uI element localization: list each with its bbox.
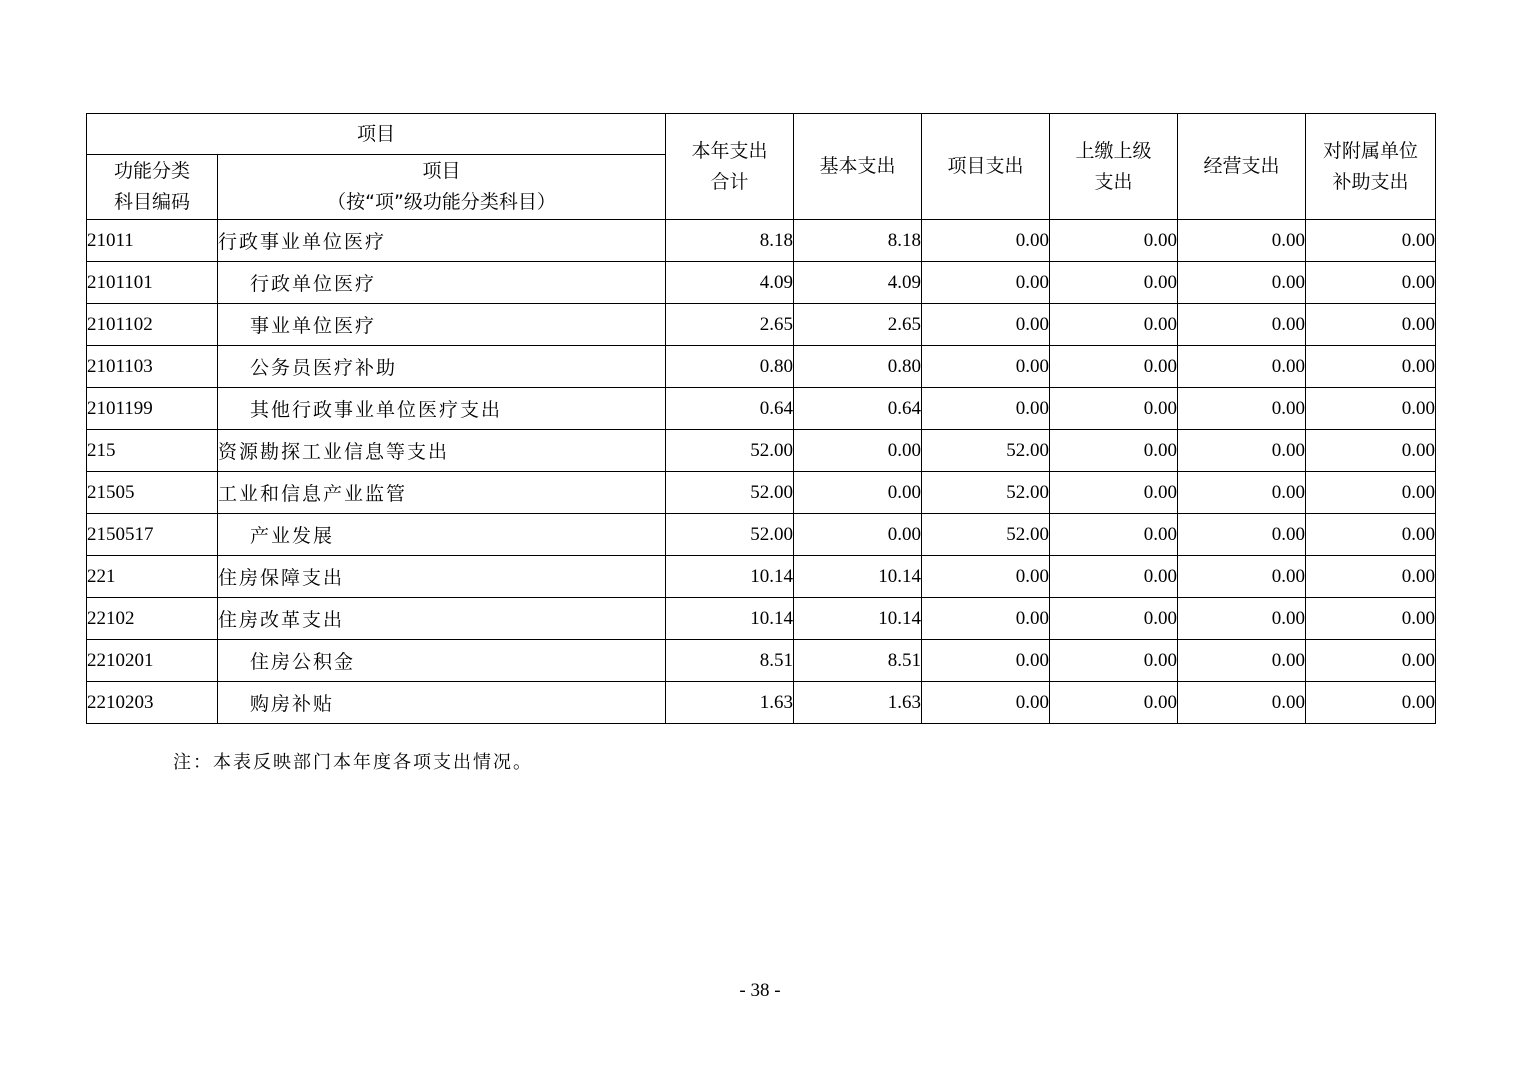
- table-row: [87, 430, 1436, 472]
- cell-basic: 1.63: [794, 682, 922, 724]
- cell-subsidy: 0.00: [1306, 640, 1436, 682]
- cell-operating: 0.00: [1178, 514, 1306, 556]
- cell-subsidy: 0.00: [1306, 682, 1436, 724]
- cell-operating: 0.00: [1178, 304, 1306, 346]
- cell-code: 2101199: [87, 388, 218, 430]
- cell-project: 52.00: [922, 514, 1050, 556]
- cell-basic: 0.00: [794, 514, 922, 556]
- cell-project: 0.00: [922, 346, 1050, 388]
- header-name-line1: 项目: [422, 160, 461, 182]
- table-note: 注：本表反映部门本年度各项支出情况。: [173, 752, 533, 773]
- header-code-line1: 功能分类: [113, 160, 190, 182]
- header-total-line2: 合计: [710, 170, 749, 193]
- cell-subsidy: 0.00: [1306, 304, 1436, 346]
- table-row: [87, 598, 1436, 640]
- cell-basic: 0.00: [794, 472, 922, 514]
- cell-project: 0.00: [922, 640, 1050, 682]
- cell-operating: 0.00: [1178, 472, 1306, 514]
- header-subsidy-line2: 补助支出: [1332, 170, 1409, 193]
- cell-code: 2101103: [87, 346, 218, 388]
- header-remit-line1: 上缴上级: [1075, 139, 1152, 162]
- cell-project: 52.00: [922, 430, 1050, 472]
- table-row: [87, 304, 1436, 346]
- table-row: [87, 220, 1436, 262]
- cell-total: 52.00: [666, 472, 794, 514]
- cell-remit: 0.00: [1050, 388, 1178, 430]
- header-item-group: 项目: [87, 114, 666, 155]
- cell-subsidy: 0.00: [1306, 388, 1436, 430]
- header-operating: 经营支出: [1178, 114, 1306, 220]
- header-total: [666, 114, 794, 220]
- cell-remit: 0.00: [1050, 598, 1178, 640]
- cell-basic: 4.09: [794, 262, 922, 304]
- cell-basic: 8.51: [794, 640, 922, 682]
- cell-basic: 10.14: [794, 556, 922, 598]
- cell-total: 2.65: [666, 304, 794, 346]
- table-row: [87, 388, 1436, 430]
- cell-basic: 2.65: [794, 304, 922, 346]
- header-remit: [1050, 114, 1178, 220]
- page-number: - 38 -: [739, 980, 781, 1001]
- expenditure-table: [86, 113, 1436, 724]
- header-total-line1: 本年支出: [691, 139, 768, 162]
- cell-name: 其他行政事业单位医疗支出: [218, 388, 666, 430]
- cell-name: 资源勘探工业信息等支出: [218, 430, 666, 472]
- cell-remit: 0.00: [1050, 220, 1178, 262]
- cell-name: 住房保障支出: [218, 556, 666, 598]
- cell-code: 21011: [87, 220, 218, 262]
- cell-total: 8.51: [666, 640, 794, 682]
- table-row: [87, 682, 1436, 724]
- header-name-line2: （按“项”级功能分类科目）: [327, 191, 556, 213]
- cell-total: 52.00: [666, 430, 794, 472]
- cell-subsidy: 0.00: [1306, 430, 1436, 472]
- cell-operating: 0.00: [1178, 388, 1306, 430]
- cell-name: 购房补贴: [218, 682, 666, 724]
- header-project: 项目支出: [922, 114, 1050, 220]
- cell-remit: 0.00: [1050, 472, 1178, 514]
- cell-project: 0.00: [922, 598, 1050, 640]
- cell-remit: 0.00: [1050, 346, 1178, 388]
- cell-subsidy: 0.00: [1306, 220, 1436, 262]
- cell-project: 0.00: [922, 388, 1050, 430]
- cell-name: 产业发展: [218, 514, 666, 556]
- cell-code: 2101102: [87, 304, 218, 346]
- cell-project: 0.00: [922, 262, 1050, 304]
- cell-subsidy: 0.00: [1306, 598, 1436, 640]
- cell-remit: 0.00: [1050, 514, 1178, 556]
- cell-name: 行政事业单位医疗: [218, 220, 666, 262]
- cell-project: 52.00: [922, 472, 1050, 514]
- cell-code: 2150517: [87, 514, 218, 556]
- cell-remit: 0.00: [1050, 682, 1178, 724]
- header-basic: 基本支出: [794, 114, 922, 220]
- cell-subsidy: 0.00: [1306, 472, 1436, 514]
- cell-name: 事业单位医疗: [218, 304, 666, 346]
- cell-code: 221: [87, 556, 218, 598]
- cell-subsidy: 0.00: [1306, 556, 1436, 598]
- cell-remit: 0.00: [1050, 304, 1178, 346]
- cell-code: 2210203: [87, 682, 218, 724]
- cell-operating: 0.00: [1178, 598, 1306, 640]
- cell-basic: 0.80: [794, 346, 922, 388]
- cell-basic: 0.00: [794, 430, 922, 472]
- header-subsidy: [1306, 114, 1436, 220]
- cell-name: 行政单位医疗: [218, 262, 666, 304]
- cell-operating: 0.00: [1178, 640, 1306, 682]
- table-row: [87, 472, 1436, 514]
- cell-total: 0.64: [666, 388, 794, 430]
- header-code-line2: 科目编码: [113, 191, 190, 213]
- cell-project: 0.00: [922, 556, 1050, 598]
- cell-code: 2101101: [87, 262, 218, 304]
- cell-code: 215: [87, 430, 218, 472]
- table-body: [87, 220, 1436, 724]
- cell-basic: 8.18: [794, 220, 922, 262]
- cell-remit: 0.00: [1050, 430, 1178, 472]
- cell-operating: 0.00: [1178, 220, 1306, 262]
- cell-subsidy: 0.00: [1306, 346, 1436, 388]
- table-row: [87, 346, 1436, 388]
- cell-total: 8.18: [666, 220, 794, 262]
- cell-name: 住房公积金: [218, 640, 666, 682]
- table-row: [87, 556, 1436, 598]
- cell-operating: 0.00: [1178, 682, 1306, 724]
- cell-total: 4.09: [666, 262, 794, 304]
- cell-total: 52.00: [666, 514, 794, 556]
- cell-project: 0.00: [922, 220, 1050, 262]
- cell-name: 公务员医疗补助: [218, 346, 666, 388]
- cell-basic: 0.64: [794, 388, 922, 430]
- header-code: [87, 155, 218, 220]
- header-name: [218, 155, 666, 220]
- header-subsidy-line1: 对附属单位: [1323, 139, 1419, 162]
- cell-code: 21505: [87, 472, 218, 514]
- cell-remit: 0.00: [1050, 556, 1178, 598]
- cell-name: 住房改革支出: [218, 598, 666, 640]
- cell-remit: 0.00: [1050, 262, 1178, 304]
- cell-total: 0.80: [666, 346, 794, 388]
- cell-code: 2210201: [87, 640, 218, 682]
- cell-project: 0.00: [922, 304, 1050, 346]
- cell-subsidy: 0.00: [1306, 514, 1436, 556]
- cell-project: 0.00: [922, 682, 1050, 724]
- cell-total: 10.14: [666, 556, 794, 598]
- table-row: [87, 262, 1436, 304]
- cell-operating: 0.00: [1178, 262, 1306, 304]
- cell-operating: 0.00: [1178, 556, 1306, 598]
- cell-remit: 0.00: [1050, 640, 1178, 682]
- table-row: [87, 514, 1436, 556]
- cell-code: 22102: [87, 598, 218, 640]
- table-row: [87, 640, 1436, 682]
- cell-total: 10.14: [666, 598, 794, 640]
- cell-operating: 0.00: [1178, 346, 1306, 388]
- cell-basic: 10.14: [794, 598, 922, 640]
- cell-total: 1.63: [666, 682, 794, 724]
- cell-name: 工业和信息产业监管: [218, 472, 666, 514]
- cell-operating: 0.00: [1178, 430, 1306, 472]
- header-remit-line2: 支出: [1094, 170, 1133, 193]
- cell-subsidy: 0.00: [1306, 262, 1436, 304]
